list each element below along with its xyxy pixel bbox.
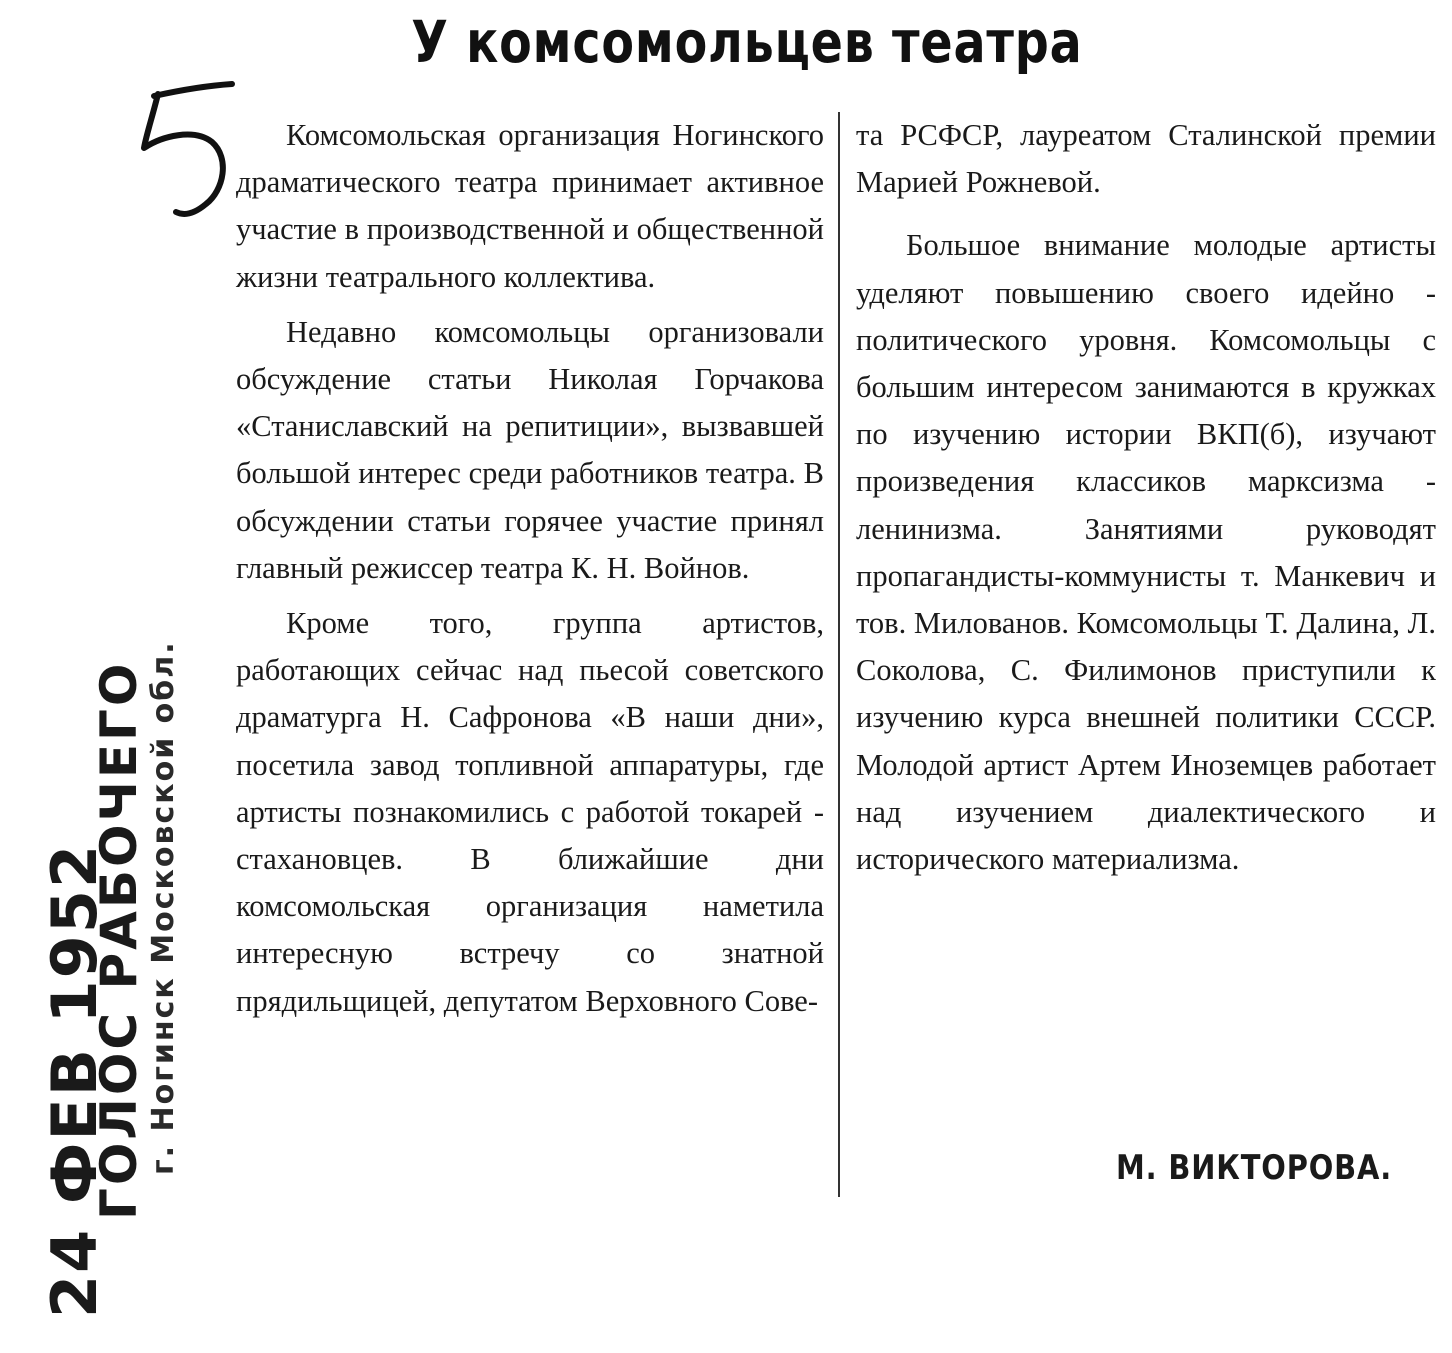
paragraph: Кроме того, группа артистов, работающих сейчас над пьесой советского драматурга Н. Сафронова «В наши дни», посетила завод топливной аппаратуры, где артисты познакомились с работой токарей - стахановцев. В ближайшие дни комсомольская организация наметила интересную встречу со знатной прядильщицей, депутатом Верховного Сове- bbox=[236, 606, 824, 1018]
paragraph: Комсомольская организация Ногинского драматического театра принимает активное участие в производственной и общественной жизни театрального коллектива. bbox=[236, 118, 824, 294]
author-signature: М. ВИКТОРОВА. bbox=[1116, 1148, 1393, 1188]
paragraph: Большое внимание молодые артисты уделяют повышению своего идейно - политического уровня. Комсомольцы с большим интересом занимаются в кружках по изучению истории ВКП(б), изучают произведения классиков марксизма - ленинизма. Занятиями руководят пропагандисты-коммунисты т. Манкевич и тов. Милованов. Комсомольцы Т. Далина, Л. Соколова, С. Филимонов приступили к изучению курса внешней политики СССР. Молодой артист Артем Иноземцев работает над изучением диалектического и исторического материализма. bbox=[856, 228, 1436, 877]
right-column bbox=[856, 112, 1436, 883]
left-column bbox=[236, 112, 824, 1025]
paragraph: Недавно комсомольцы организовали обсуждение статьи Николая Горчакова «Станиславский на репитиции», вызвавшей большой интерес среди работников театра. В обсуждении статьи горячее участие принял главный режиссер театра К. Н. Войнов. bbox=[236, 314, 824, 585]
article-title: У комсомольцев театра bbox=[411, 8, 1083, 76]
stamp-source: ГОЛОС РАБОЧЕГО bbox=[90, 660, 148, 1220]
stamp-date: 24 ФЕВ 1952 bbox=[38, 842, 111, 1318]
stamp-location: г. Ногинск Московской обл. bbox=[146, 640, 181, 1175]
paragraph: та РСФСР, лауреатом Сталинской премии Марией Рожневой. bbox=[856, 118, 1436, 200]
column-divider bbox=[838, 112, 840, 1197]
